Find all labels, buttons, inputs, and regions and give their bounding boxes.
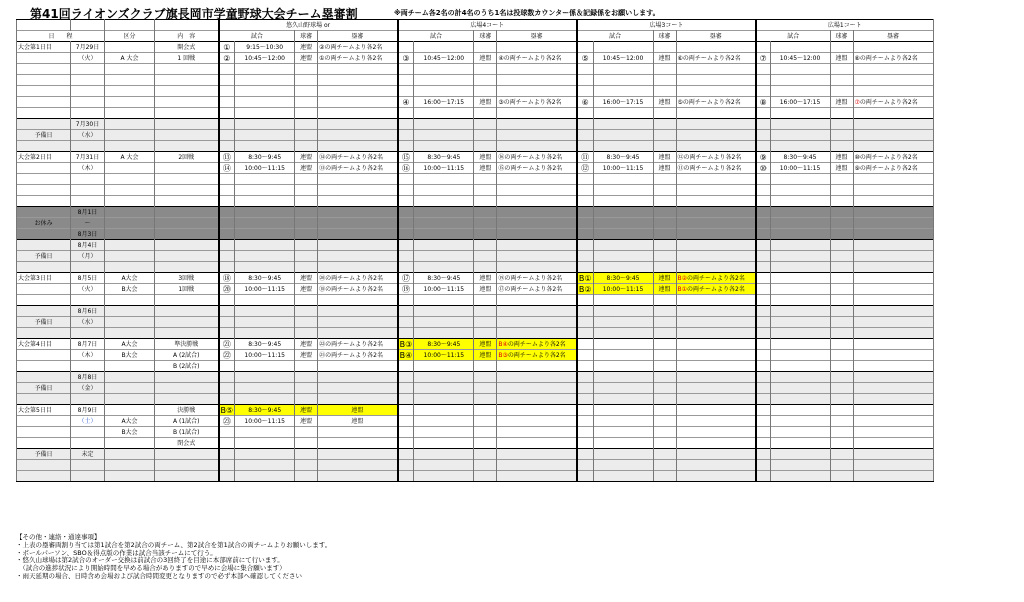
game-number: ③	[398, 53, 414, 64]
ruishin-rest: の両チームより各2名	[507, 351, 566, 359]
game-number: ⑫	[577, 163, 593, 174]
col-kubun: 区分	[105, 31, 155, 42]
game-time: 10:00～11:15	[414, 163, 474, 174]
game-time: 10:45～12:00	[770, 53, 830, 64]
ruishin-ref: B③	[498, 351, 508, 359]
column-header-row	[17, 31, 934, 42]
naiyou: 決勝戦	[155, 405, 219, 416]
game-number: ⑬	[219, 152, 235, 163]
venue-yukyuzan: 悠久山野球場 or	[219, 20, 398, 31]
game-time: 8:30～9:45	[414, 339, 474, 350]
header-note: ※両チーム各2名の計4名のうち1名は投球数カウンター係＆記録係をお願いします。	[394, 9, 660, 17]
kyushin: 連盟	[295, 163, 318, 174]
date: 7月30日	[71, 119, 105, 130]
ruishin-rest: の両チームより各2名	[687, 274, 745, 282]
kubun: B大会	[105, 427, 155, 438]
game-time: 10:00～11:15	[235, 416, 295, 427]
game-number: ⑳	[219, 284, 235, 295]
ruishin: ⑩の両チームより各2名	[853, 152, 933, 163]
date-range-tilde: ～	[71, 218, 105, 229]
naiyou: 開会式	[155, 42, 219, 53]
venue-header-row	[17, 20, 934, 31]
date: 8月1日	[71, 207, 105, 218]
kyushin: 連盟	[474, 350, 497, 361]
kyushin: 連盟	[295, 53, 318, 64]
game-number: ⑥	[577, 97, 593, 108]
kyushin: 連盟	[295, 42, 318, 53]
ruishin: ⑱の両チームより各2名	[318, 284, 398, 295]
col-match: 試合	[756, 31, 830, 42]
game-time: 8:30～9:45	[235, 273, 295, 284]
footer-line: ・上表の塁審両割り当ては第1試合を第2試合の両チーム、第2試合を第1試合の両チームよりお願いします。	[16, 540, 332, 549]
naiyou: B (1試合)	[155, 427, 219, 438]
ruishin-ref: B④	[498, 340, 508, 348]
game-number: ⑭	[219, 163, 235, 174]
date: 7月31日	[71, 152, 105, 163]
game-number: ②	[219, 53, 235, 64]
game-number: B⑤	[220, 405, 234, 415]
game-time: 10:45～12:00	[414, 53, 474, 64]
ruishin	[853, 97, 933, 108]
game-number: ⑤	[577, 53, 593, 64]
kubun: B大会	[105, 350, 155, 361]
table-row	[17, 284, 934, 295]
col-match: 試合	[577, 31, 653, 42]
naiyou: B (2試合)	[155, 361, 219, 372]
ruishin-rest: の両チームより各2名	[859, 98, 918, 106]
weekday: （月）	[71, 251, 105, 262]
date: 8月6日	[71, 306, 105, 317]
ruishin: ⑨の両チームより各2名	[853, 163, 933, 174]
ruishin: ⑥の両チームより各2名	[676, 53, 756, 64]
game-number: ㉑	[219, 339, 235, 350]
ruishin-ref: B②	[677, 274, 688, 282]
game-time: 10:00～11:15	[414, 284, 474, 295]
weekday: （火）	[71, 284, 105, 295]
weekday: （火）	[71, 53, 105, 64]
day-label: 大会第5日目	[17, 405, 71, 416]
kyushin: 連盟	[830, 97, 853, 108]
weekday: （木）	[71, 163, 105, 174]
game-time: 8:30～9:45	[235, 339, 295, 350]
kyushin: 連盟	[474, 53, 497, 64]
kyushin: 連盟	[653, 97, 676, 108]
game-time: 16:00～17:15	[770, 97, 830, 108]
kyushin: 連盟	[295, 284, 318, 295]
game-time: 10:00～11:15	[235, 163, 295, 174]
weekday: （金）	[71, 383, 105, 394]
weekday: （木）	[71, 350, 105, 361]
date: 8月5日	[71, 273, 105, 284]
game-time: 8:30～9:45	[414, 273, 474, 284]
game-number: ④	[398, 97, 414, 108]
table-row	[17, 416, 934, 427]
ruishin: ③の両チームより各2名	[497, 97, 577, 108]
game-number: B③	[399, 339, 413, 349]
col-kyushin: 球審	[830, 31, 853, 42]
date: 未定	[71, 449, 105, 460]
col-date: 日 程	[17, 31, 105, 42]
date: 8月8日	[71, 372, 105, 383]
kubun: A 大会	[105, 53, 155, 64]
date: 8月9日	[71, 405, 105, 416]
footer-line: （試合の進捗状況により開始時間を早める場合がありますので早めに会場に集合願います）	[16, 564, 286, 573]
ruishin	[676, 284, 756, 295]
footer-line: ・ボールパーソン、SBO＆得点版の作業は試合当該チームにて行う。	[16, 548, 217, 557]
game-number: B④	[399, 350, 413, 360]
kyushin: 連盟	[830, 53, 853, 64]
ruishin-rest: の両チームより各2名	[507, 340, 566, 348]
naiyou: 閉会式	[155, 438, 219, 449]
kyushin: 連盟	[653, 53, 676, 64]
game-number: ⑪	[577, 152, 593, 163]
game-time: 10:45～12:00	[235, 53, 295, 64]
col-kyushin: 球審	[474, 31, 497, 42]
game-number: ⑨	[756, 152, 770, 163]
date: 7月29日	[71, 42, 105, 53]
footer-line: 【その他・連絡・通達事項】	[16, 533, 101, 541]
ruishin: 連盟	[318, 405, 398, 416]
weekday: （水）	[71, 317, 105, 328]
game-number: B①	[578, 273, 592, 283]
date: 8月3日	[71, 229, 105, 240]
kyushin: 連盟	[295, 152, 318, 163]
ruishin	[497, 350, 577, 361]
game-time: 8:30～9:45	[414, 152, 474, 163]
table-row	[17, 405, 934, 416]
game-number: ⑰	[398, 273, 414, 284]
date: 8月4日	[71, 240, 105, 251]
date: 8月7日	[71, 339, 105, 350]
game-number: ⑩	[756, 163, 770, 174]
ruishin: ⑲の両チームより各2名	[497, 273, 577, 284]
day-label: 大会第1日目	[17, 42, 71, 53]
day-label: 大会第3日目	[17, 273, 71, 284]
kubun: B大会	[105, 284, 155, 295]
footer-notes	[16, 534, 331, 581]
game-number: ①	[219, 42, 235, 53]
game-time: 10:00～11:15	[770, 163, 830, 174]
page-title: 第41回ライオンズクラブ旗長岡市学童野球大会チーム塁審割	[30, 7, 358, 21]
naiyou: A (2試合)	[155, 350, 219, 361]
game-number: ㉓	[219, 416, 235, 427]
game-time: 8:30～9:45	[235, 405, 295, 416]
game-number: ⑯	[398, 163, 414, 174]
ruishin: ㉑の両チームより各2名	[318, 350, 398, 361]
footer-line: ・雨天延期の場合、日時含め会場および試合時間変更となりますので必ず本部へ確認してください	[16, 571, 302, 580]
kyushin: 連盟	[474, 152, 497, 163]
venue-court3: 広場3コート	[577, 20, 756, 31]
kyushin: 連盟	[474, 284, 497, 295]
table-row	[17, 119, 934, 130]
game-time: 8:30～9:45	[235, 152, 295, 163]
naiyou: 2回戦	[155, 152, 219, 163]
kyushin: 連盟	[653, 163, 676, 174]
kyushin: 連盟	[295, 416, 318, 427]
game-number: ⑲	[398, 284, 414, 295]
day-label: お休み	[17, 218, 71, 229]
kyushin: 連盟	[830, 163, 853, 174]
ruishin: ⑫の両チームより各2名	[676, 152, 756, 163]
game-time: 16:00～17:15	[593, 97, 653, 108]
kyushin: 連盟	[653, 273, 676, 284]
table-row	[17, 53, 934, 64]
ruishin: ⑭の両チームより各2名	[318, 152, 398, 163]
kyushin: 連盟	[295, 339, 318, 350]
col-match: 試合	[219, 31, 295, 42]
game-number: ⑮	[398, 152, 414, 163]
game-number: ⑱	[219, 273, 235, 284]
kubun: A 大会	[105, 152, 155, 163]
kyushin: 連盟	[474, 97, 497, 108]
naiyou: 3回戦	[155, 273, 219, 284]
kyushin: 連盟	[474, 273, 497, 284]
kyushin: 連盟	[295, 350, 318, 361]
ruishin: ②の両チームより各2名	[318, 42, 398, 53]
kyushin: 連盟	[295, 273, 318, 284]
weekday: （土）	[71, 416, 105, 427]
ruishin: ①の両チームより各2名	[318, 53, 398, 64]
table-row	[17, 339, 934, 350]
game-time: 8:30～9:45	[770, 152, 830, 163]
table-row	[17, 152, 934, 163]
ruishin-rest: の両チームより各2名	[687, 285, 745, 293]
col-ruishin: 塁審	[318, 31, 398, 42]
game-number: ⑦	[756, 53, 770, 64]
game-time: 10:00～11:15	[235, 350, 295, 361]
col-match: 試合	[398, 31, 474, 42]
game-time: 9:15～10:30	[235, 42, 295, 53]
ruishin	[676, 273, 756, 284]
game-number: B②	[578, 284, 592, 294]
ruishin-ref: ⑦	[854, 98, 860, 106]
col-naiyou: 内 容	[155, 31, 219, 42]
day-label: 大会第2日目	[17, 152, 71, 163]
ruishin: ⑳の両チームより各2名	[318, 273, 398, 284]
game-time: 8:30～9:45	[593, 273, 653, 284]
day-label: 予備日	[17, 130, 71, 141]
ruishin: ⑤の両チームより各2名	[676, 97, 756, 108]
col-kyushin: 球審	[295, 31, 318, 42]
game-time: 10:45～12:00	[593, 53, 653, 64]
table-row	[17, 42, 934, 53]
ruishin: ⑬の両チームより各2名	[318, 163, 398, 174]
kubun: A大会	[105, 416, 155, 427]
day-label: 予備日	[17, 251, 71, 262]
kubun: A大会	[105, 273, 155, 284]
day-label: 大会第4日目	[17, 339, 71, 350]
game-number: ⑧	[756, 97, 770, 108]
naiyou: 準決勝戦	[155, 339, 219, 350]
day-label: 予備日	[17, 449, 71, 460]
game-time: 8:30～9:45	[593, 152, 653, 163]
ruishin: ⑮の両チームより各2名	[497, 163, 577, 174]
day-label: 予備日	[17, 317, 71, 328]
table-row	[17, 97, 934, 108]
game-time: 10:00～11:15	[414, 350, 474, 361]
game-number: ㉒	[219, 350, 235, 361]
ruishin-ref: B①	[677, 285, 688, 293]
kubun: A大会	[105, 339, 155, 350]
venue-court1: 広場1コート	[756, 20, 933, 31]
kyushin: 連盟	[653, 152, 676, 163]
ruishin: ⑪の両チームより各2名	[676, 163, 756, 174]
ruishin: ㉒の両チームより各2名	[318, 339, 398, 350]
ruishin	[497, 339, 577, 350]
venue-court4: 広場4コート	[398, 20, 577, 31]
kyushin: 連盟	[830, 152, 853, 163]
kyushin: 連盟	[295, 405, 318, 416]
weekday: （水）	[71, 130, 105, 141]
footer-line: ・悠久山球場は第2試合のオーダー交換は前試合の3回終了を目途に本部席前にて行います。	[16, 556, 284, 565]
kyushin: 連盟	[474, 163, 497, 174]
naiyou: 1 回戦	[155, 53, 219, 64]
game-time: 16:00～17:15	[414, 97, 474, 108]
kyushin: 連盟	[653, 284, 676, 295]
ruishin: ⑰の両チームより各2名	[497, 284, 577, 295]
table-row	[17, 350, 934, 361]
table-row	[17, 163, 934, 174]
naiyou: A (1試合)	[155, 416, 219, 427]
col-ruishin: 塁審	[497, 31, 577, 42]
day-label: 予備日	[17, 383, 71, 394]
naiyou: 1回戦	[155, 284, 219, 295]
ruishin: 連盟	[318, 416, 398, 427]
game-time: 10:00～11:15	[593, 284, 653, 295]
game-time: 10:00～11:15	[593, 163, 653, 174]
col-kyushin: 球審	[653, 31, 676, 42]
table-row	[17, 273, 934, 284]
col-ruishin: 塁審	[853, 31, 933, 42]
kyushin: 連盟	[474, 339, 497, 350]
ruishin: ⑧の両チームより各2名	[853, 53, 933, 64]
schedule-table	[16, 19, 934, 482]
ruishin: ④の両チームより各2名	[497, 53, 577, 64]
game-time: 10:00～11:15	[235, 284, 295, 295]
col-ruishin: 塁審	[676, 31, 756, 42]
ruishin: ⑯の両チームより各2名	[497, 152, 577, 163]
